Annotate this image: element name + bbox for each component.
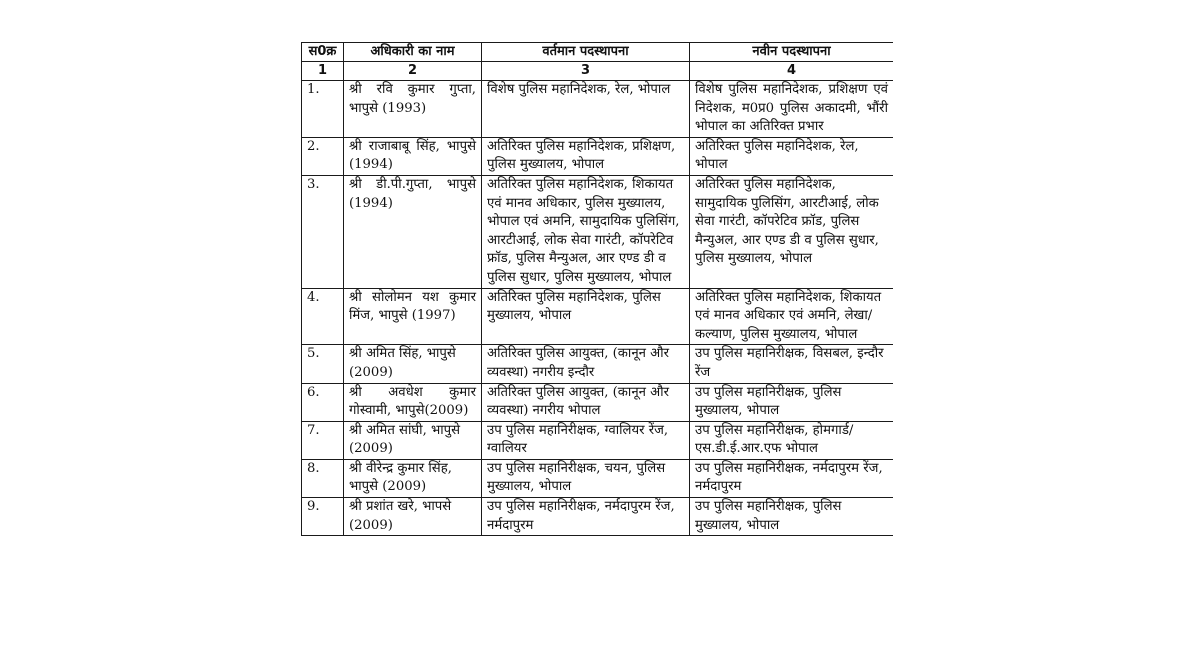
table-row (302, 498, 894, 536)
officer-name-cell: श्री डी.पी.गुप्ता, भापुसे (1994) (344, 175, 482, 288)
new-posting-cell: अतिरिक्त पुलिस महानिदेशक, सामुदायिक पुलिसिंग, आरटीआई, लोक सेवा गारंटी, कॉपरेटिव फ्रॉड, पुलिस मैन्युअल, आर एण्ड डी व पुलिस सुधार, पुलिस मुख्यालय, भोपाल (690, 175, 894, 288)
serial-number-cell: 3. (302, 175, 344, 288)
current-posting-cell: अतिरिक्त पुलिस महानिदेशक, शिकायत एवं मानव अधिकार, पुलिस मुख्यालय, भोपाल एवं अमनि, सामुदायिक पुलिसिंग, आरटीआई, लोक सेवा गारंटी, कॉपरेटिव फ्रॉड, पुलिस मैन्युअल, आर एण्ड डी व पुलिस सुधार, पुलिस मुख्यालय, भोपाल (482, 175, 690, 288)
current-posting-cell: विशेष पुलिस महानिदेशक, रेल, भोपाल (482, 81, 690, 138)
officer-name-cell: श्री अवधेश कुमार गोस्वामी, भापुसे(2009) (344, 383, 482, 421)
table-viewport (301, 42, 893, 611)
officer-name-cell: श्री अमित सिंह, भापुसे (2009) (344, 345, 482, 383)
serial-number-cell: 9. (302, 498, 344, 536)
column-number: 3 (482, 62, 690, 81)
header-current-posting: वर्तमान पदस्थापना (482, 43, 690, 62)
new-posting-cell: उप पुलिस महानिरीक्षक, होमगार्ड/एस.डी.ई.आर.एफ भोपाल (690, 421, 894, 459)
current-posting-cell: अतिरिक्त पुलिस आयुक्त, (कानून और व्यवस्था) नगरीय इन्दौर (482, 345, 690, 383)
new-posting-cell: उप पुलिस महानिरीक्षक, पुलिस मुख्यालय, भोपाल (690, 498, 894, 536)
table-header-row (302, 43, 894, 62)
officer-name-cell: श्री प्रशांत खरे, भापसे (2009) (344, 498, 482, 536)
table-row (302, 383, 894, 421)
serial-number-cell: 8. (302, 459, 344, 497)
table-row (302, 459, 894, 497)
serial-number-cell: 1. (302, 81, 344, 138)
current-posting-cell: उप पुलिस महानिरीक्षक, ग्वालियर रेंज, ग्वालियर (482, 421, 690, 459)
current-posting-cell: अतिरिक्त पुलिस महानिदेशक, प्रशिक्षण, पुलिस मुख्यालय, भोपाल (482, 137, 690, 175)
current-posting-cell: अतिरिक्त पुलिस आयुक्त, (कानून और व्यवस्था) नगरीय भोपाल (482, 383, 690, 421)
serial-number-cell: 7. (302, 421, 344, 459)
table-row (302, 175, 894, 288)
new-posting-cell: अतिरिक्त पुलिस महानिदेशक, शिकायत एवं मानव अधिकार एवं अमनि, लेखा/कल्याण, पुलिस मुख्यालय, भोपाल (690, 288, 894, 345)
new-posting-cell: उप पुलिस महानिरीक्षक, नर्मदापुरम रेंज, नर्मदापुरम (690, 459, 894, 497)
officer-name-cell: श्री रवि कुमार गुप्ता, भापुसे (1993) (344, 81, 482, 138)
table-row (302, 421, 894, 459)
new-posting-cell: उप पुलिस महानिरीक्षक, विसबल, इन्दौर रेंज (690, 345, 894, 383)
header-officer-name: अधिकारी का नाम (344, 43, 482, 62)
column-number: 1 (302, 62, 344, 81)
table-row (302, 288, 894, 345)
column-number: 2 (344, 62, 482, 81)
new-posting-cell: अतिरिक्त पुलिस महानिदेशक, रेल, भोपाल (690, 137, 894, 175)
officer-name-cell: श्री राजाबाबू सिंह, भापुसे (1994) (344, 137, 482, 175)
new-posting-cell: विशेष पुलिस महानिदेशक, प्रशिक्षण एवं निदेशक, म0प्र0 पुलिस अकादमी, भौंरी भोपाल का अतिरिक्त प्रभार (690, 81, 894, 138)
table-row (302, 81, 894, 138)
column-number: 4 (690, 62, 894, 81)
serial-number-cell: 2. (302, 137, 344, 175)
officer-name-cell: श्री सोलोमन यश कुमार मिंज, भापुसे (1997) (344, 288, 482, 345)
current-posting-cell: उप पुलिस महानिरीक्षक, नर्मदापुरम रेंज, नर्मदापुरम (482, 498, 690, 536)
table-row (302, 345, 894, 383)
officer-name-cell: श्री वीरेन्द्र कुमार सिंह, भापुसे (2009) (344, 459, 482, 497)
current-posting-cell: उप पुलिस महानिरीक्षक, चयन, पुलिस मुख्यालय, भोपाल (482, 459, 690, 497)
transfer-order-table (301, 42, 893, 536)
officer-name-cell: श्री अमित सांघी, भापुसे (2009) (344, 421, 482, 459)
header-new-posting: नवीन पदस्थापना (690, 43, 894, 62)
current-posting-cell: अतिरिक्त पुलिस महानिदेशक, पुलिस मुख्यालय, भोपाल (482, 288, 690, 345)
new-posting-cell: उप पुलिस महानिरीक्षक, पुलिस मुख्यालय, भोपाल (690, 383, 894, 421)
serial-number-cell: 4. (302, 288, 344, 345)
table-row (302, 137, 894, 175)
header-serial-number: स0क्र (302, 43, 344, 62)
column-number-row (302, 62, 894, 81)
serial-number-cell: 6. (302, 383, 344, 421)
serial-number-cell: 5. (302, 345, 344, 383)
